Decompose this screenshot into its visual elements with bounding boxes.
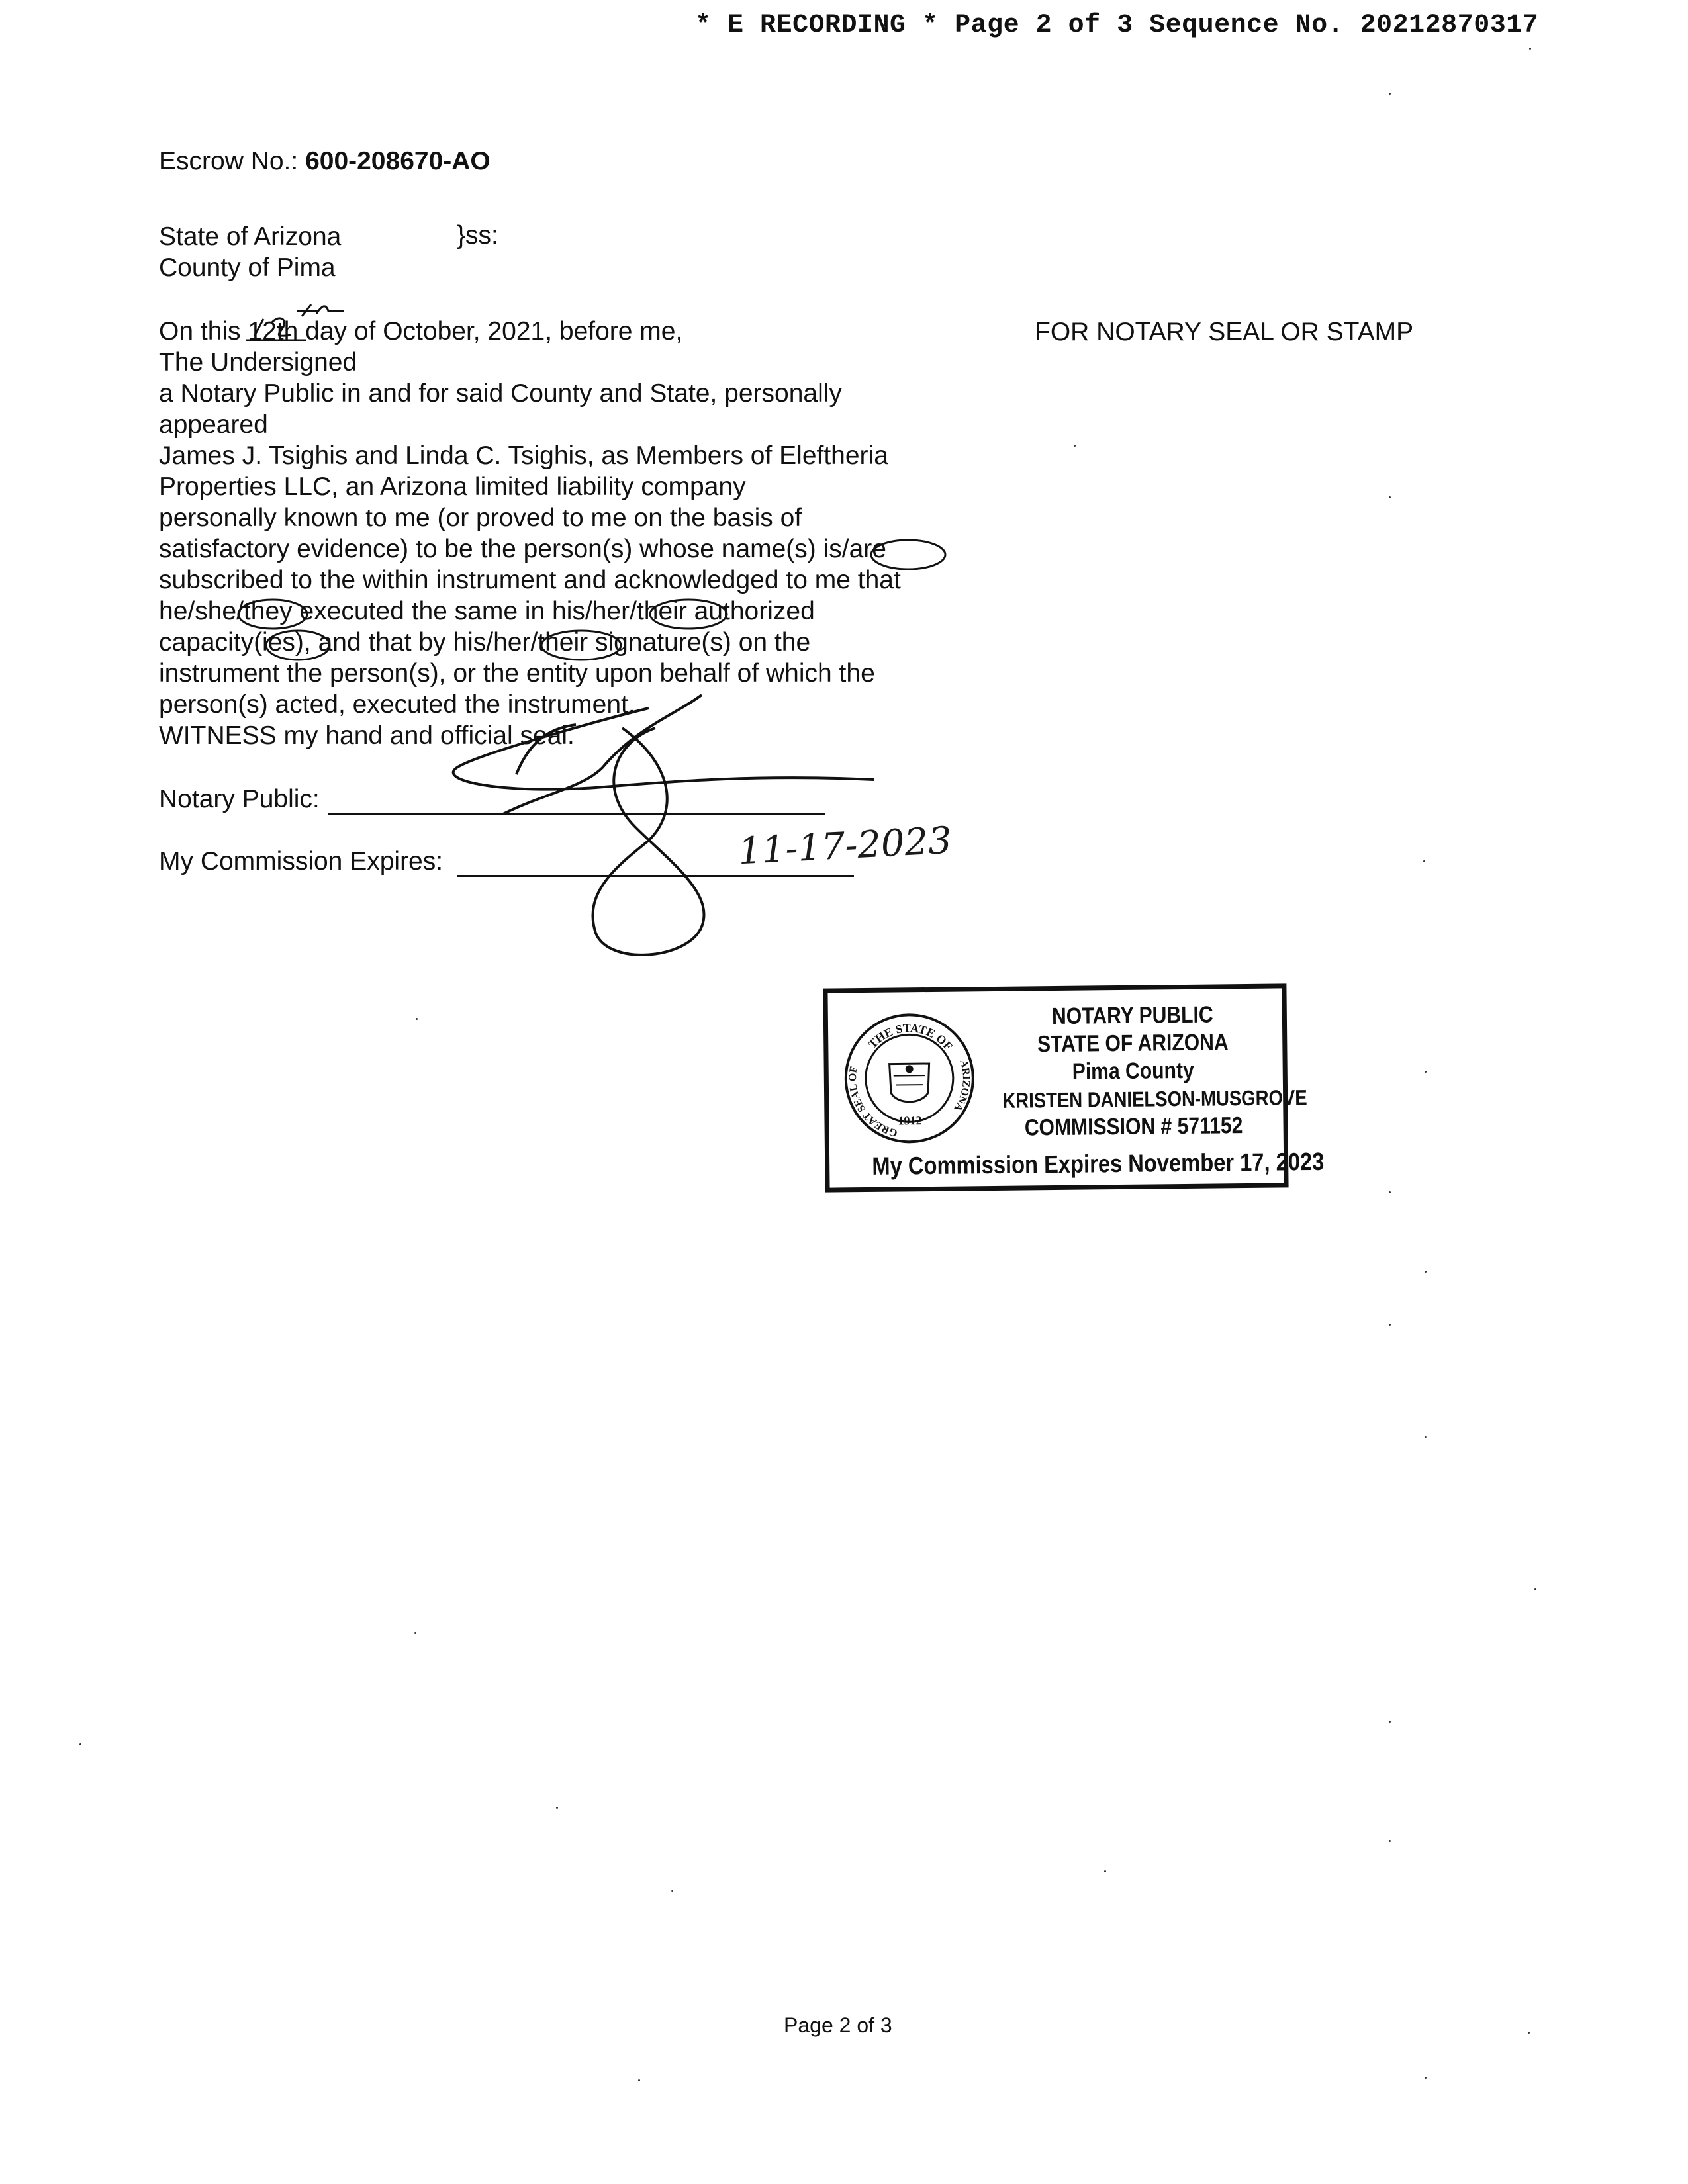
ack-line: On this 12th day of October, 2021, before me, (159, 317, 683, 345)
ack-line: James J. Tsighis and Linda C. Tsighis, as Members of Eleftheria (159, 441, 888, 470)
commission-expires-line (457, 875, 854, 877)
notary-public-label: Notary Public: (159, 785, 320, 813)
venue-county: County of Pima (159, 253, 336, 282)
commission-expires-value: 11-17-2023 (737, 819, 953, 874)
stamp-line: Pima County (1072, 1057, 1194, 1085)
seal-year: 1912 (898, 1114, 922, 1128)
ack-line: capacity(ies), and that by his/her/their signature(s) on the (159, 628, 811, 657)
ack-line: a Notary Public in and for said County and State, personally (159, 379, 842, 408)
escrow-line (159, 147, 491, 176)
ack-line: satisfactory evidence) to be the person(s) whose name(s) is/are (159, 535, 886, 563)
venue-ss: }ss: (457, 221, 498, 250)
seal-ring-right: ARIZONA (951, 1058, 972, 1113)
state-seal-icon (843, 1011, 976, 1145)
stamp-line: STATE OF ARIZONA (1037, 1029, 1229, 1058)
page-footer: Page 2 of 3 (784, 2013, 892, 2037)
ack-line: personally known to me (or proved to me on the basis of (159, 504, 802, 532)
svg-text:THE STATE OF (865, 1021, 955, 1054)
commission-expires-label: My Commission Expires: (159, 847, 444, 876)
venue-block (159, 221, 341, 283)
notary-signature-line (328, 813, 825, 815)
ack-line: WITNESS my hand and official seal. (159, 721, 575, 750)
svg-text:ARIZONA (951, 1058, 972, 1113)
seal-ring-left: GREAT SEAL OF (847, 1065, 899, 1139)
stamp-expires: My Commission Expires November 17, 2023 (872, 1148, 1325, 1181)
ack-line: he/she/they executed the same in his/her/their authorized (159, 597, 815, 625)
escrow-label: Escrow No.: (159, 147, 299, 175)
venue-state: State of Arizona (159, 222, 342, 251)
stamp-line: KRISTEN DANIELSON-MUSGROVE (1002, 1085, 1307, 1113)
seal-area-label: FOR NOTARY SEAL OR STAMP (1035, 318, 1414, 346)
ack-line: person(s) acted, executed the instrument. (159, 690, 635, 719)
escrow-number: 600-208670-AO (305, 147, 491, 175)
stamp-line: NOTARY PUBLIC (1051, 1001, 1213, 1030)
ack-line: The Undersigned (159, 348, 357, 377)
stamp-text (1002, 1001, 1307, 1142)
acknowledgment-text (159, 316, 901, 751)
ack-line: Properties LLC, an Arizona limited liability company (159, 473, 746, 501)
ack-line: subscribed to the within instrument and acknowledged to me that (159, 566, 901, 594)
ack-line: appeared (159, 410, 268, 439)
seal-ring-top: THE STATE OF (865, 1021, 956, 1053)
ack-line: instrument the person(s), or the entity upon behalf of which the (159, 659, 875, 688)
stamp-line: COMMISSION # 571152 (1024, 1113, 1243, 1141)
notary-stamp (823, 983, 1325, 1192)
recording-header: * E RECORDING * Page 2 of 3 Sequence No. 20212870317 (695, 11, 1539, 40)
